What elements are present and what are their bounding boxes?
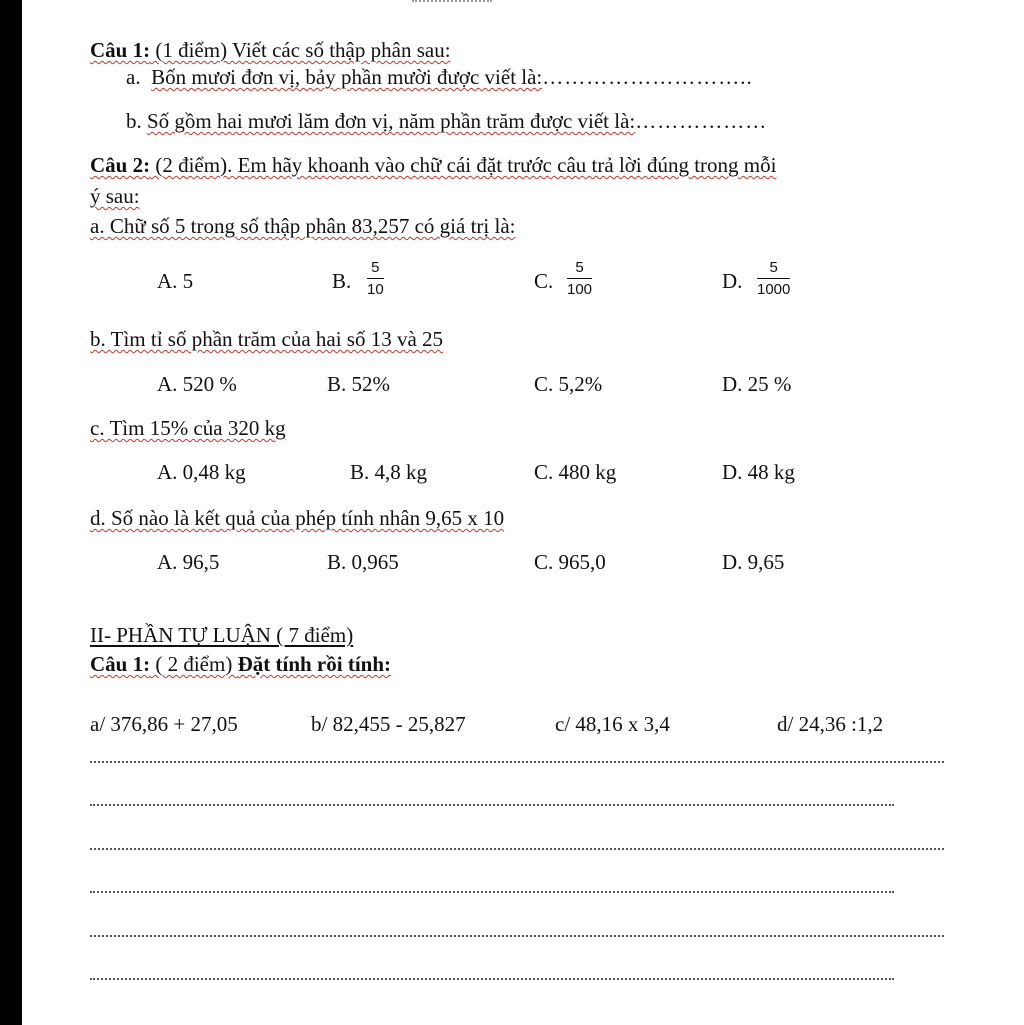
q1-b-line <box>126 108 767 134</box>
q1-b-dots: ……………… <box>635 109 768 133</box>
fraction-denominator: 1000 <box>757 281 791 298</box>
q2d-question-text: d. Số nào là kết quả của phép tính nhân 9,65 x 10 <box>90 506 505 530</box>
q1-a-text: Bốn mươi đơn vị, bảy phần mười được viết là: <box>151 65 543 89</box>
q1-title: (1 điểm) Viết các số thập phân sau: <box>150 38 451 62</box>
q2-title-line2 <box>90 183 140 209</box>
q2b-option-a: A. 520 % <box>157 372 237 396</box>
q2a-question <box>90 213 516 239</box>
part2-heading-text: II- PHẦN TỰ LUẬN ( 7 điểm) <box>90 623 354 647</box>
q2c-option-b: B. 4,8 kg <box>350 460 428 484</box>
q2c-question-text: c. Tìm 15% của 320 kg <box>90 416 286 440</box>
q2b-question-text: b. Tìm tỉ số phần trăm của hai số 13 và 25 <box>90 327 444 351</box>
part2-q1-label: Câu 1: <box>90 652 151 676</box>
writing-line <box>90 804 894 806</box>
q2c-option-a: A. 0,48 kg <box>157 460 246 484</box>
q2-title-line2-text: ý sau: <box>90 184 140 208</box>
q2a-option-b-label: B. <box>332 269 352 293</box>
calc-b: b/ 82,455 - 25,827 <box>311 712 466 736</box>
fraction-denominator: 10 <box>367 281 384 298</box>
fraction-numerator: 5 <box>769 259 778 276</box>
q2d-question <box>90 505 504 531</box>
q2c-option-d: D. 48 kg <box>722 460 795 484</box>
q2a-option-a: A. 5 <box>157 269 194 293</box>
calc-d: d/ 24,36 :1,2 <box>777 712 884 736</box>
q1-heading <box>90 37 451 63</box>
q2-title-line1: (2 điểm). Em hãy khoanh vào chữ cái đặt trước câu trả lời đúng trong mỗi <box>150 153 777 177</box>
part2-q1-heading <box>90 651 391 677</box>
q2b-option-c: C. 5,2% <box>534 372 603 396</box>
q2b-option-d: D. 25 % <box>722 372 792 396</box>
fraction-denominator: 100 <box>567 281 593 298</box>
top-dotted-mark <box>412 0 492 5</box>
q2a-question-text: a. Chữ số 5 trong số thập phân 83,257 có giá trị là: <box>90 214 516 238</box>
q1-b-text: Số gồm hai mươi lăm đơn vị, năm phần trăm được viết là: <box>147 109 636 133</box>
q2c-option-c: C. 480 kg <box>534 460 617 484</box>
q1-a-dots: ……………………….. <box>542 65 753 89</box>
part2-heading <box>90 622 353 648</box>
q1-b-prefix: b. <box>126 109 142 133</box>
fraction-numerator: 5 <box>575 259 584 276</box>
q2a-option-c-label: C. <box>534 269 554 293</box>
calc-c: c/ 48,16 x 3,4 <box>555 712 670 736</box>
q2-label: Câu 2: <box>90 153 151 177</box>
q2a-option-d-fraction <box>757 260 790 298</box>
q2a-option-d-label: D. <box>722 269 743 293</box>
calc-a: a/ 376,86 + 27,05 <box>90 712 238 736</box>
q2d-option-d: D. 9,65 <box>722 550 785 574</box>
writing-line <box>90 978 894 980</box>
fraction-numerator: 5 <box>371 259 380 276</box>
q1-label: Câu 1: <box>90 38 151 62</box>
part2-q1-task: Đặt tính rồi tính: <box>237 652 392 676</box>
q2b-option-b: B. 52% <box>327 372 390 396</box>
q2b-question <box>90 326 443 352</box>
part2-q1-score: ( 2 điểm) <box>150 652 238 676</box>
worksheet-page <box>22 0 1024 1025</box>
q2c-question <box>90 415 286 441</box>
q2d-option-a: A. 96,5 <box>157 550 220 574</box>
q2a-option-c-fraction <box>567 260 592 298</box>
writing-line <box>90 848 944 850</box>
q2-heading <box>90 152 776 178</box>
writing-line <box>90 891 894 893</box>
q2d-option-b: B. 0,965 <box>327 550 399 574</box>
q2d-option-c: C. 965,0 <box>534 550 606 574</box>
q1-a-line <box>126 64 753 90</box>
q1-a-prefix: a. <box>126 65 141 89</box>
writing-line <box>90 935 944 937</box>
q2a-option-b-fraction <box>367 260 384 298</box>
writing-line <box>90 761 944 763</box>
